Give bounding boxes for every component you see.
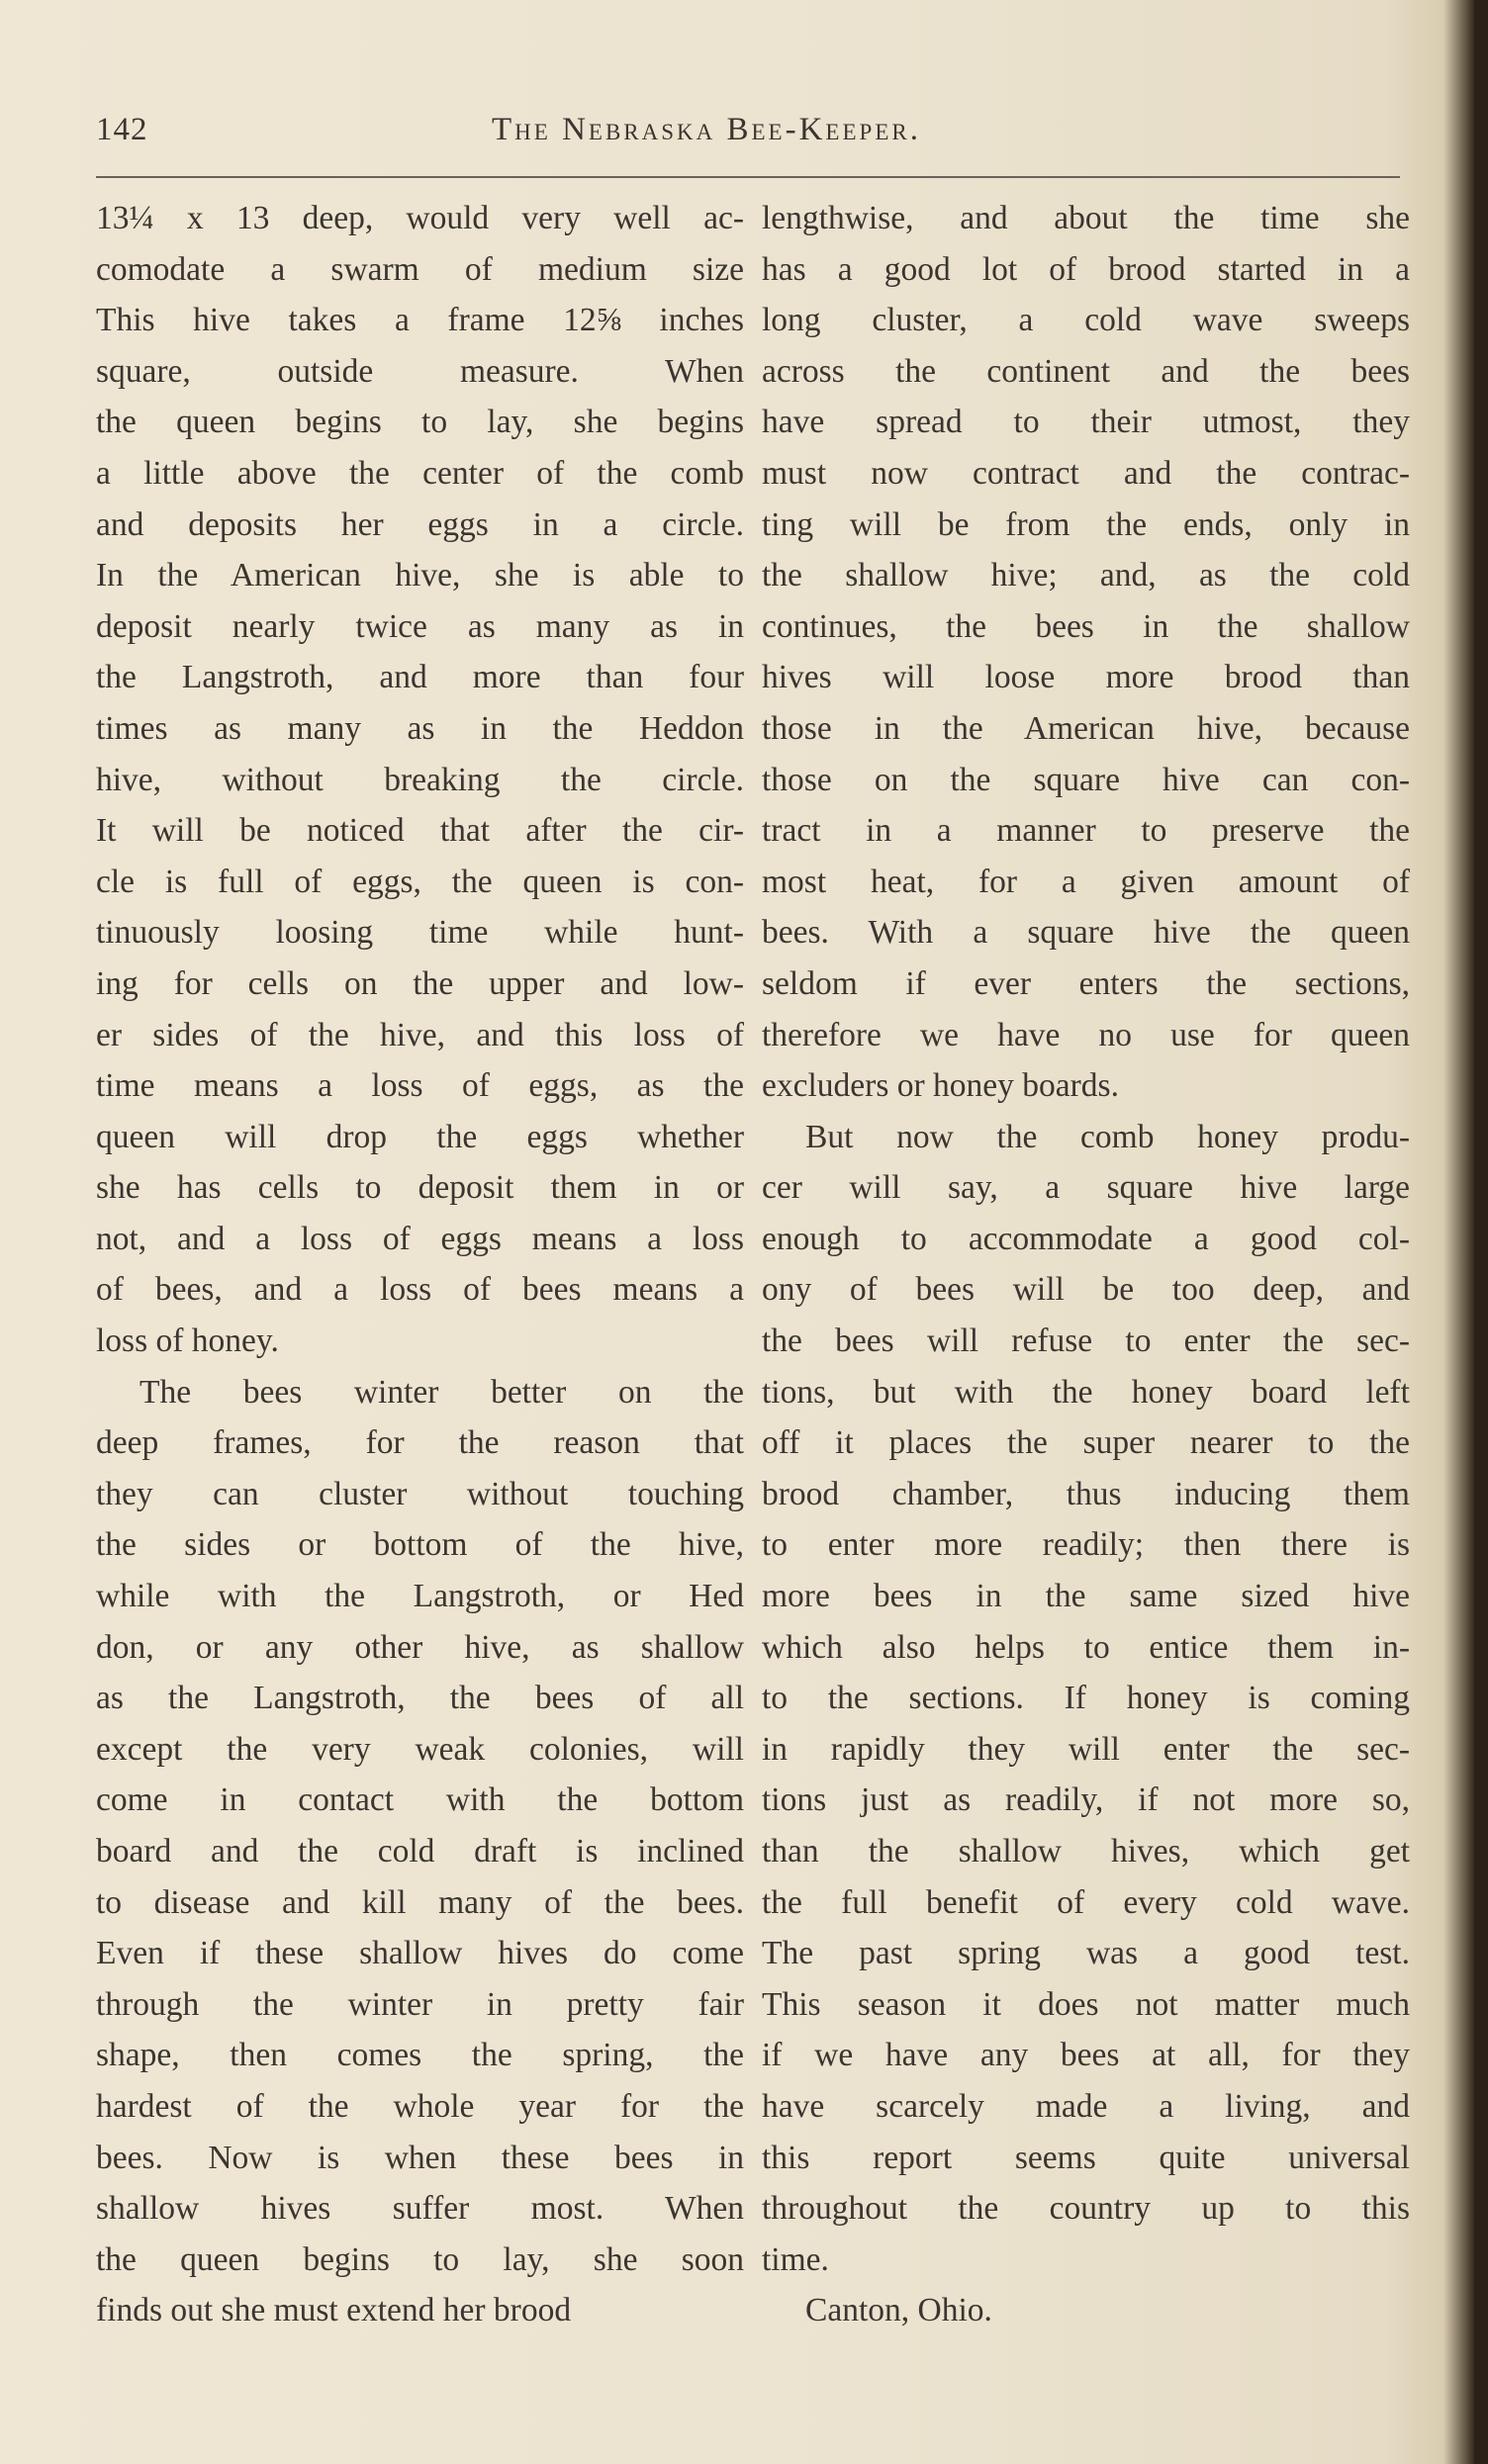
text-line: to enter more readily; then there is xyxy=(762,1526,1410,1564)
text-line: tinuously loosing time while hunt- xyxy=(96,914,744,952)
text-line: lengthwise, and about the time she xyxy=(762,200,1410,236)
text-line: the shallow hive; and, as the cold xyxy=(762,557,1410,594)
text-line: shape, then comes the spring, the xyxy=(96,2037,744,2074)
text-line: bees. With a square hive the queen xyxy=(762,914,1410,952)
text-line: a little above the center of the comb xyxy=(96,454,744,492)
text-line: This season it does not matter much xyxy=(762,1985,1410,2023)
text-line: But now the comb honey produ- xyxy=(805,1118,1410,1155)
text-line: come in contact with the bottom xyxy=(96,1781,744,1819)
text-line: to disease and kill many of the bees. xyxy=(96,1883,744,1921)
text-line: if we have any bees at all, for they xyxy=(762,2037,1410,2074)
text-line: in rapidly they will enter the sec- xyxy=(762,1730,1410,1768)
text-line: The bees winter better on the xyxy=(140,1373,744,1411)
text-line: continues, the bees in the shallow xyxy=(762,607,1410,645)
text-line: board and the cold draft is inclined xyxy=(96,1833,744,1870)
text-line: er sides of the hive, and this loss of xyxy=(96,1016,744,1053)
text-line: must now contract and the contrac- xyxy=(762,454,1410,492)
text-line: the queen begins to lay, she begins xyxy=(96,404,744,441)
text-line: to the sections. If honey is coming xyxy=(762,1680,1410,1717)
header-rule xyxy=(96,176,1400,178)
text-line: the bees will refuse to enter the sec- xyxy=(762,1323,1410,1360)
text-line: through the winter in pretty fair xyxy=(96,1985,744,2023)
text-line: hive, without breaking the circle. xyxy=(96,761,744,798)
text-line: cle is full of eggs, the queen is con- xyxy=(96,863,744,900)
text-line: hardest of the whole year for the xyxy=(96,2087,744,2125)
text-line: the sides or bottom of the hive, xyxy=(96,1526,744,1564)
text-line: deposit nearly twice as many as in xyxy=(96,607,744,645)
text-line: The past spring was a good test. xyxy=(762,1935,1410,1972)
text-line: and deposits her eggs in a circle. xyxy=(96,505,744,543)
text-line: as the Langstroth, the bees of all xyxy=(96,1680,744,1717)
text-line: In the American hive, she is able to xyxy=(96,557,744,594)
text-line: except the very weak colonies, will xyxy=(96,1730,744,1768)
text-line: seldom if ever enters the sections, xyxy=(762,964,1410,1002)
right-column xyxy=(762,193,1410,2336)
text-line: most heat, for a given amount of xyxy=(762,863,1410,900)
text-line: brood chamber, thus inducing them xyxy=(762,1475,1410,1512)
text-line: the queen begins to lay, she soon xyxy=(96,2240,744,2278)
text-line: tract in a manner to preserve the xyxy=(762,812,1410,850)
text-line: which also helps to entice them in- xyxy=(762,1628,1410,1666)
text-line: across the continent and the bees xyxy=(762,352,1410,390)
text-line: those on the square hive can con- xyxy=(762,761,1410,798)
text-line: has a good lot of brood started in a xyxy=(762,250,1410,288)
text-line: while with the Langstroth, or Hed xyxy=(96,1578,744,1615)
text-line: have spread to their utmost, they xyxy=(762,404,1410,441)
text-line: therefore we have no use for queen xyxy=(762,1016,1410,1053)
text-line: long cluster, a cold wave sweeps xyxy=(762,302,1410,339)
text-line: 13¼ x 13 deep, would very well ac- xyxy=(96,200,744,236)
text-line: she has cells to deposit them in or xyxy=(96,1169,744,1207)
text-line: It will be noticed that after the cir- xyxy=(96,812,744,850)
text-line: throughout the country up to this xyxy=(762,2190,1410,2228)
text-line: this report seems quite universal xyxy=(762,2139,1410,2176)
text-line: the full benefit of every cold wave. xyxy=(762,1883,1410,1921)
text-line: ting will be from the ends, only in xyxy=(762,505,1410,543)
text-line: queen will drop the eggs whether xyxy=(96,1118,744,1155)
text-line: excluders or honey boards. xyxy=(762,1067,1119,1105)
text-line: those in the American hive, because xyxy=(762,709,1410,747)
text-line: This hive takes a frame 12⅝ inches xyxy=(96,302,744,339)
text-line: the Langstroth, and more than four xyxy=(96,659,744,696)
text-line: not, and a loss of eggs means a loss xyxy=(96,1220,744,1257)
page-binding-edge xyxy=(1474,0,1488,2464)
text-line: more bees in the same sized hive xyxy=(762,1578,1410,1615)
text-line: time means a loss of eggs, as the xyxy=(96,1067,744,1105)
text-line: enough to accommodate a good col- xyxy=(762,1220,1410,1257)
text-line: times as many as in the Heddon xyxy=(96,709,744,747)
running-title: The Nebraska Bee-Keeper. xyxy=(492,112,921,147)
text-line: than the shallow hives, which get xyxy=(762,1833,1410,1870)
text-line: of bees, and a loss of bees means a xyxy=(96,1271,744,1309)
page-header xyxy=(96,112,1394,161)
text-line: loss of honey. xyxy=(96,1323,279,1360)
text-line: cer will say, a square hive large xyxy=(762,1169,1410,1207)
text-line: time. xyxy=(762,2240,829,2278)
text-line: finds out she must extend her brood xyxy=(96,2292,572,2329)
text-line: don, or any other hive, as shallow xyxy=(96,1628,744,1666)
text-line: ing for cells on the upper and low- xyxy=(96,964,744,1002)
text-line: ony of bees will be too deep, and xyxy=(762,1271,1410,1309)
signature-location: Canton, Ohio. xyxy=(805,2292,992,2329)
text-line: Even if these shallow hives do come xyxy=(96,1935,744,1972)
text-line: tions just as readily, if not more so, xyxy=(762,1781,1410,1819)
text-line: hives will loose more brood than xyxy=(762,659,1410,696)
left-column xyxy=(96,193,744,2336)
page-number: 142 xyxy=(96,112,148,147)
text-line: tions, but with the honey board left xyxy=(762,1373,1410,1411)
text-line: have scarcely made a living, and xyxy=(762,2087,1410,2125)
text-line: bees. Now is when these bees in xyxy=(96,2139,744,2176)
text-line: shallow hives suffer most. When xyxy=(96,2190,744,2228)
text-line: off it places the super nearer to the xyxy=(762,1424,1410,1462)
text-line: deep frames, for the reason that xyxy=(96,1424,744,1462)
text-line: they can cluster without touching xyxy=(96,1475,744,1512)
text-line: square, outside measure. When xyxy=(96,352,744,390)
text-line: comodate a swarm of medium size xyxy=(96,250,744,288)
